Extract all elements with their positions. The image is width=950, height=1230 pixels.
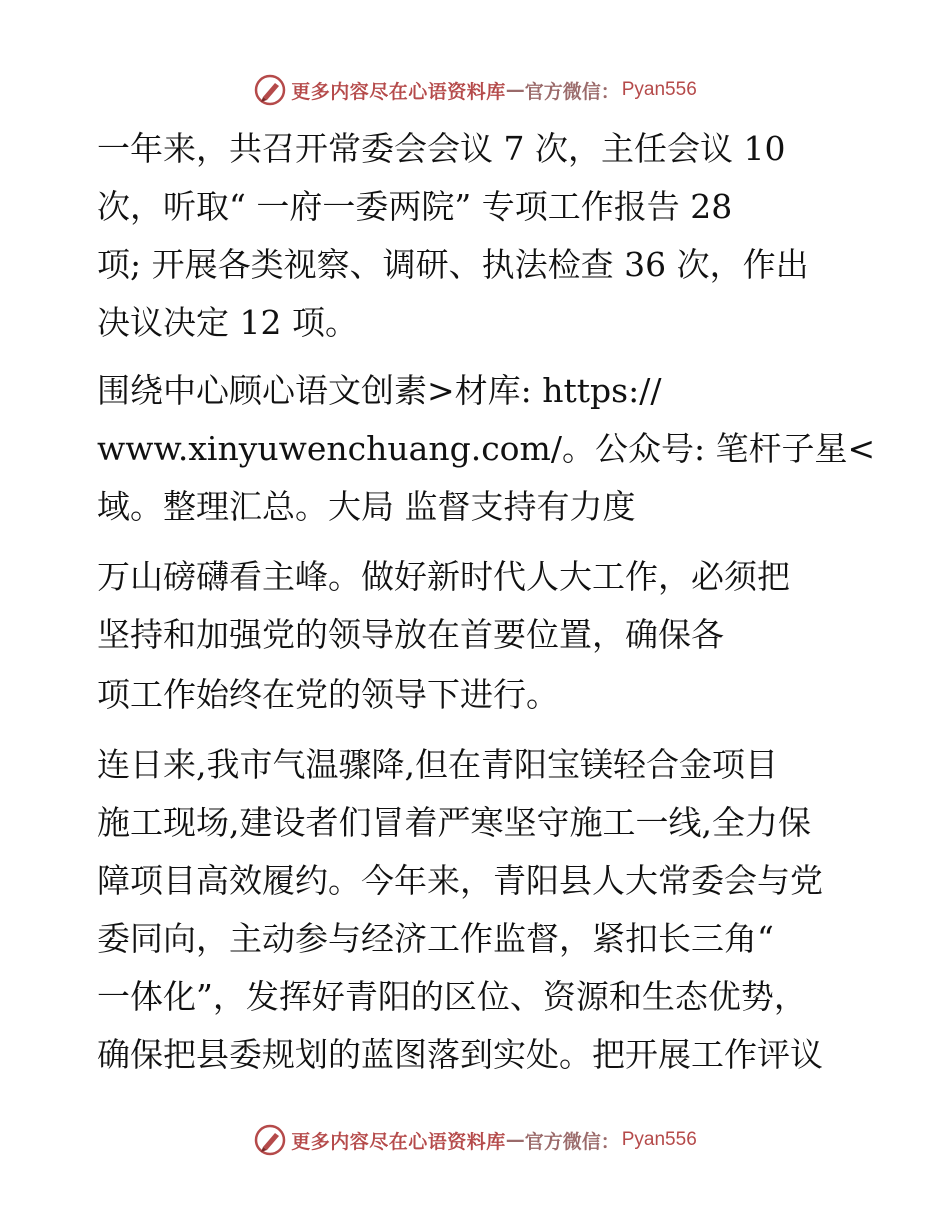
- pen-circle-icon: [253, 73, 287, 107]
- header-brand-text: 更多内容尽在心语资料库: [291, 80, 506, 103]
- paragraph-1: [97, 120, 857, 352]
- text-line: 次，听取“ 一府一委两院” 专项工作报告 28: [97, 187, 733, 226]
- text-line: 域。整理汇总。大局 监督支持有力度: [97, 487, 636, 526]
- footer-wechat-id: Pyan556: [621, 1129, 697, 1150]
- text-line: 障项目高效履约。今年来，青阳县人大常委会与党: [97, 861, 823, 900]
- text-line: www.xinyuwenchuang.com/。公众号: 笔杆子星<: [97, 429, 876, 468]
- header-watermark: [0, 70, 950, 110]
- paragraph-2: [97, 362, 876, 536]
- text-line: 委同向，主动参与经济工作监督，紧扣长三角“: [97, 919, 774, 958]
- text-line: 连日来,我市气温骤降,但在青阳宝镁轻合金项目: [97, 745, 778, 784]
- text-line: 决议决定 12 项。: [97, 303, 358, 342]
- footer-watermark: [0, 1120, 950, 1160]
- text-line: 坚持和加强党的领导放在首要位置，确保各: [97, 615, 724, 654]
- text-line: 项; 开展各类视察、调研、执法检查 36 次，作出: [97, 245, 809, 284]
- text-line: 一体化”，发挥好青阳的区位、资源和生态优势，: [97, 977, 807, 1016]
- paragraph-3: [97, 548, 857, 664]
- text-line: 施工现场,建设者们冒着严寒坚守施工一线,全力保: [97, 803, 811, 842]
- footer-wechat-label: 官方微信：: [524, 1130, 620, 1153]
- pen-circle-icon: [253, 1123, 287, 1157]
- text-line: 项工作始终在党的领导下进行。: [97, 675, 559, 714]
- header-dash: —: [505, 79, 525, 101]
- paragraph-4: [97, 666, 857, 724]
- document-body: [97, 120, 876, 1094]
- text-line: 一年来，共召开常委会会议 7 次，主任会议 10: [97, 129, 786, 168]
- header-wechat-label: 官方微信：: [524, 80, 620, 103]
- paragraph-5: [97, 736, 857, 1084]
- text-line: 万山磅礴看主峰。做好新时代人大工作，必须把: [97, 557, 790, 596]
- text-line: 围绕中心顾心语文创素>材库: https://: [97, 371, 662, 410]
- text-line: 确保把县委规划的蓝图落到实处。把开展工作评议: [97, 1035, 823, 1074]
- footer-brand-text: 更多内容尽在心语资料库: [291, 1130, 506, 1153]
- header-wechat-id: Pyan556: [621, 79, 697, 100]
- footer-dash: —: [505, 1129, 525, 1151]
